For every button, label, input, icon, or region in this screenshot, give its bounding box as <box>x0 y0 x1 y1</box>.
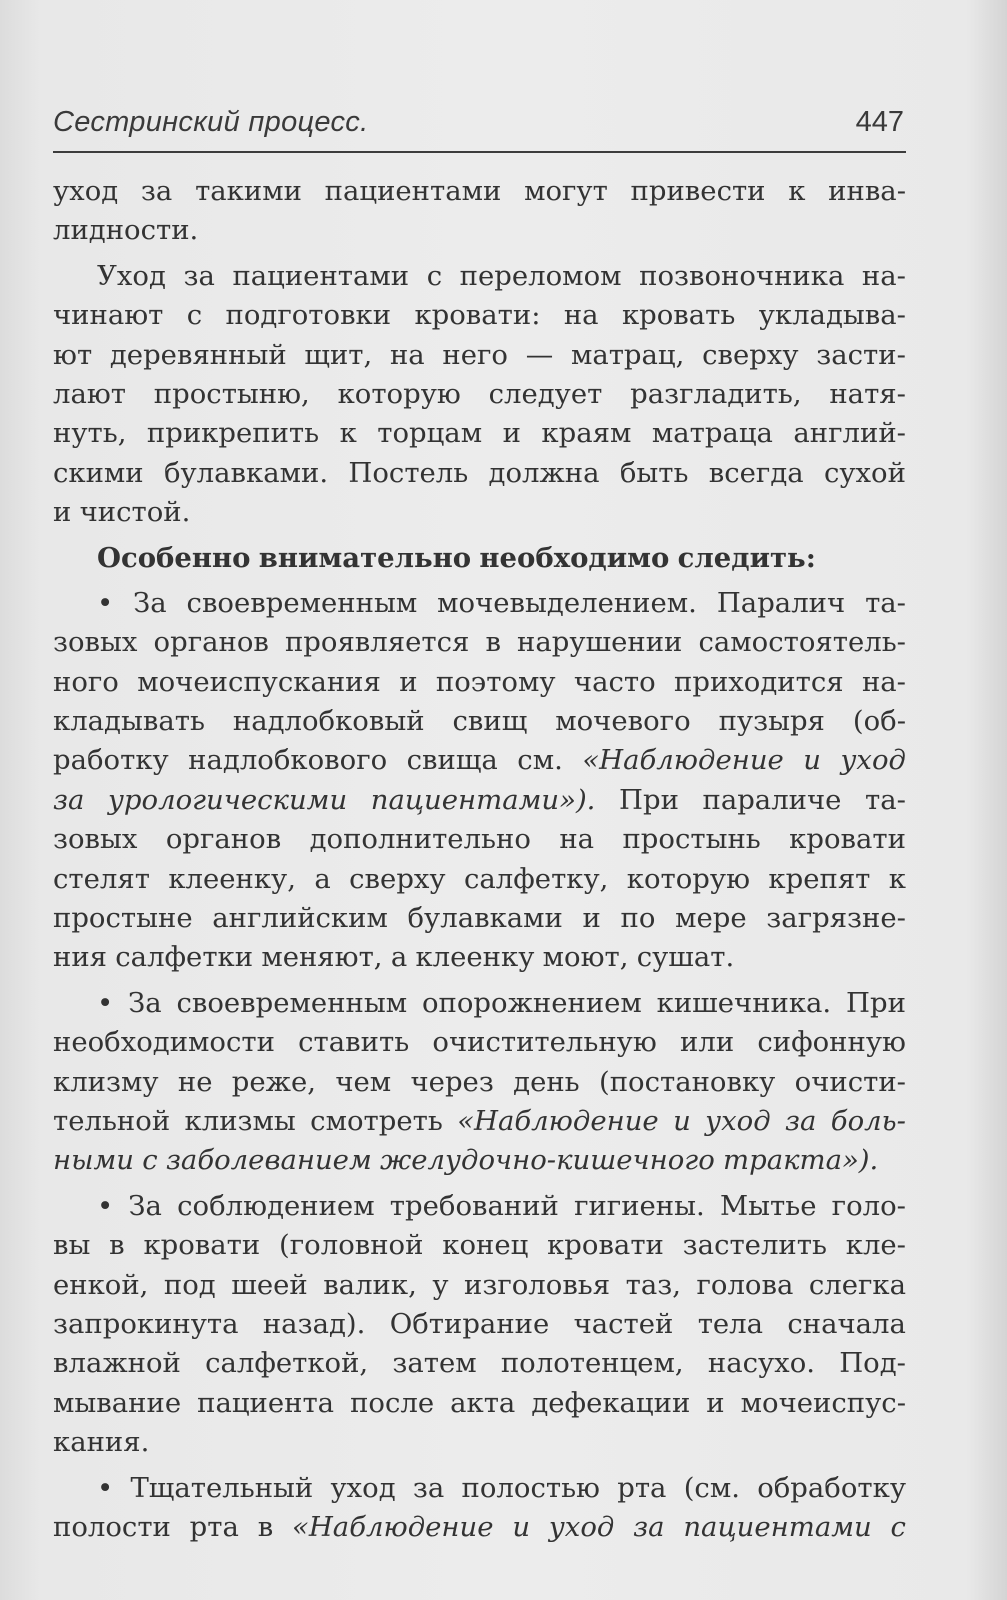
word: за <box>140 175 173 207</box>
word: Мытье <box>719 1189 817 1222</box>
word: таз, <box>625 1268 681 1301</box>
word: матраца <box>651 417 773 450</box>
text-line <box>53 584 906 623</box>
word: с <box>142 1144 158 1177</box>
word: простынь <box>622 823 761 856</box>
word: к <box>888 862 906 895</box>
word: пациентами»). <box>370 783 596 816</box>
word: с <box>186 299 203 332</box>
word: и <box>673 1104 691 1137</box>
word: салфеткой, <box>205 1347 369 1380</box>
word: поэтому <box>435 665 556 698</box>
word: простыне <box>53 902 193 935</box>
word: сверху <box>349 862 446 895</box>
text-line <box>53 938 906 977</box>
word: дополнительно <box>309 823 531 856</box>
word: лидности. <box>53 214 199 247</box>
paragraph <box>53 539 906 578</box>
text-line <box>53 1305 906 1344</box>
word: укладыва- <box>758 299 906 332</box>
word: затем <box>392 1347 477 1380</box>
word: следует <box>488 377 603 410</box>
word: нуть, <box>53 417 127 450</box>
word: на- <box>861 665 906 698</box>
word: очистительную <box>432 1026 657 1059</box>
word: в <box>485 626 501 659</box>
word: приходится <box>674 665 844 698</box>
word: пациента <box>197 1386 335 1419</box>
word: на <box>389 338 425 371</box>
word: ния <box>53 941 108 974</box>
running-head-title: Сестринский процесс. <box>53 106 369 138</box>
word: пациентами <box>232 259 410 292</box>
word: чинают <box>53 299 164 332</box>
word: него <box>442 338 508 371</box>
word: всегда <box>708 456 804 489</box>
word: необходимо <box>479 541 670 574</box>
word: которую <box>626 862 751 895</box>
word: голова <box>696 1268 794 1301</box>
word: влажной <box>53 1347 181 1380</box>
word: желудочно-кишечного <box>380 1144 715 1177</box>
word: свищ <box>452 705 528 738</box>
word: тела <box>697 1307 764 1340</box>
word: салфетку, <box>464 862 609 895</box>
paragraph <box>53 984 906 1181</box>
word: слегка <box>808 1268 906 1301</box>
word: торцам <box>377 417 483 450</box>
word: обработку <box>757 1471 906 1504</box>
word: булавками <box>407 902 563 935</box>
word: к <box>788 175 806 207</box>
text-line <box>53 1141 906 1180</box>
text-line <box>53 984 906 1023</box>
word: крепят <box>768 862 871 895</box>
word: клеенку, <box>168 862 296 895</box>
word: кровати <box>789 823 906 856</box>
word: у <box>432 1268 449 1301</box>
word: пациентами <box>324 175 502 207</box>
word: мочеиспус- <box>740 1386 906 1419</box>
word: через <box>410 1065 494 1098</box>
text-line <box>53 375 906 414</box>
word: «Наблюдение <box>582 744 784 777</box>
word: на- <box>861 259 906 292</box>
word: насухо. <box>707 1347 815 1380</box>
word: лают <box>53 377 127 410</box>
word: • <box>97 586 114 619</box>
word: булавками. <box>163 456 329 489</box>
text-line <box>53 211 906 250</box>
word: могут <box>524 175 608 207</box>
word: ставить <box>298 1026 410 1059</box>
word: • <box>97 986 114 1019</box>
header-rule <box>53 151 906 153</box>
word: уход <box>330 1471 396 1504</box>
word: не <box>177 1065 213 1098</box>
paragraph <box>53 257 906 533</box>
word: мочевыделением. <box>437 586 697 619</box>
word: При <box>846 986 906 1019</box>
text-line <box>53 741 906 780</box>
word: на <box>559 823 595 856</box>
word: органов <box>165 823 282 856</box>
word: клеенку <box>415 941 535 974</box>
word: уход <box>548 1510 615 1543</box>
word: инва- <box>828 175 906 207</box>
word: краям <box>541 417 632 450</box>
word: чистой. <box>79 496 191 529</box>
word: меняют, <box>261 941 383 974</box>
paragraph <box>53 584 906 978</box>
word: очисти- <box>794 1065 906 1098</box>
word: запрокинута <box>53 1307 239 1340</box>
word: вы <box>53 1229 91 1262</box>
word: за <box>183 259 215 292</box>
text-line <box>53 702 906 741</box>
word: параличе <box>702 783 842 816</box>
word: опорожнением <box>421 986 642 1019</box>
word: клизмы <box>184 1104 296 1137</box>
word: а <box>314 862 331 895</box>
word: самостоятель- <box>698 626 906 659</box>
word: (головной <box>279 1229 424 1262</box>
text-line <box>53 781 906 820</box>
text-line <box>53 1469 906 1508</box>
word: подготовки <box>225 299 392 332</box>
paragraph <box>53 172 906 251</box>
text-line <box>53 1508 906 1547</box>
word: переломом <box>459 259 622 292</box>
text-line <box>53 454 906 493</box>
word: За <box>128 1189 162 1222</box>
word: часто <box>573 665 656 698</box>
text-line <box>53 493 906 532</box>
word: и <box>706 1386 725 1419</box>
text-line <box>53 860 906 899</box>
word: сухой <box>823 456 906 489</box>
word: английским <box>212 902 388 935</box>
word: своевременным <box>176 986 408 1019</box>
word: кровати <box>143 1229 261 1262</box>
word: позвоночника <box>639 259 845 292</box>
word: уход <box>840 744 906 777</box>
word: смотреть <box>310 1104 443 1137</box>
text-line <box>53 1384 906 1423</box>
text-line <box>53 623 906 662</box>
word: за <box>785 1104 817 1137</box>
word: клизму <box>53 1065 159 1098</box>
word: та- <box>865 586 906 619</box>
word: натя- <box>829 377 906 410</box>
word: назад). <box>262 1307 366 1340</box>
word: енкой, <box>53 1268 149 1301</box>
word: боль- <box>830 1104 906 1137</box>
word: салфетки <box>115 941 254 974</box>
word: кишечника. <box>656 986 832 1019</box>
word: реже, <box>231 1065 316 1098</box>
word: — <box>525 338 554 371</box>
word: внимательно <box>258 541 472 574</box>
word: урологическими <box>107 783 348 816</box>
text-line <box>53 539 906 578</box>
word: к <box>339 417 357 450</box>
word: мере <box>675 902 747 935</box>
word: При <box>619 783 679 816</box>
word: своевременным <box>186 586 418 619</box>
word: кладывать <box>53 705 205 738</box>
word: дефекации <box>531 1386 691 1419</box>
word: мывание <box>53 1386 182 1419</box>
word: сушат. <box>636 941 735 974</box>
text-line <box>53 296 906 335</box>
word: привести <box>630 175 766 207</box>
word: разгладить, <box>630 377 802 410</box>
word: сначала <box>787 1307 906 1340</box>
word: в <box>257 1510 274 1543</box>
word: кровати: <box>414 299 541 332</box>
word: рта <box>617 1471 667 1504</box>
word: под <box>163 1268 216 1301</box>
word: следить: <box>677 541 816 574</box>
word: кровать <box>621 299 736 332</box>
page-number: 447 <box>855 106 904 138</box>
text-line <box>53 1063 906 1102</box>
word: надлобковый <box>232 705 425 738</box>
body-text <box>53 172 906 1547</box>
word: работку <box>53 744 169 777</box>
word: надлобкового <box>188 744 388 777</box>
word: акта <box>450 1386 516 1419</box>
text-line <box>53 414 906 453</box>
word: мочеиспускания <box>137 665 381 698</box>
word: тельной <box>53 1104 171 1137</box>
word: Обтирание <box>389 1307 550 1340</box>
word: голо- <box>831 1189 906 1222</box>
word: которую <box>337 377 461 410</box>
word: • <box>97 1189 114 1222</box>
word: «Наблюдение <box>457 1104 659 1137</box>
word: конец <box>442 1229 529 1262</box>
word: (см. <box>683 1471 740 1504</box>
word: и <box>502 417 521 450</box>
word: Уход <box>97 259 166 292</box>
word: шеей <box>231 1268 308 1301</box>
word: по <box>620 902 656 935</box>
text-line <box>53 336 906 375</box>
word: а <box>390 941 408 974</box>
word: моют, <box>542 941 629 974</box>
word: быть <box>619 456 689 489</box>
word: после <box>350 1386 435 1419</box>
word: за <box>412 1471 445 1504</box>
text-line <box>53 1423 906 1462</box>
word: полости <box>53 1510 171 1543</box>
word: зовых <box>53 823 138 856</box>
word: кания. <box>53 1426 150 1459</box>
text-line <box>53 1344 906 1383</box>
word: уход <box>705 1104 771 1137</box>
word: скими <box>53 456 144 489</box>
word: см. <box>517 744 563 777</box>
word: застелить <box>682 1229 827 1262</box>
word: стелят <box>53 862 150 895</box>
text-line <box>53 1226 906 1265</box>
text-line <box>53 663 906 702</box>
word: с <box>426 259 443 292</box>
text-line <box>53 1266 906 1305</box>
word: проявляется <box>284 626 470 659</box>
word: Паралич <box>716 586 846 619</box>
text-line <box>53 820 906 859</box>
word: Особенно <box>97 541 251 574</box>
word: и <box>53 496 72 529</box>
word: сверху <box>702 338 799 371</box>
word: кровати <box>547 1229 664 1262</box>
word: Под- <box>839 1347 906 1380</box>
word: прикрепить <box>146 417 320 450</box>
word: изголовья <box>464 1268 611 1301</box>
word: свища <box>406 744 498 777</box>
word: заболеванием <box>165 1144 372 1177</box>
word: и <box>399 665 418 698</box>
word: и <box>512 1510 531 1543</box>
word: день <box>513 1065 580 1098</box>
word: (постановку <box>598 1065 776 1098</box>
word: нарушении <box>517 626 683 659</box>
word: должна <box>488 456 600 489</box>
text-line <box>53 257 906 296</box>
word: та- <box>865 783 906 816</box>
word: полотенцем, <box>500 1347 684 1380</box>
word: мочевого <box>555 705 691 738</box>
word: кле- <box>845 1229 906 1262</box>
word: частей <box>573 1307 674 1340</box>
text-line <box>53 1187 906 1226</box>
word: полостью <box>461 1471 600 1504</box>
word: «Наблюдение <box>292 1510 494 1543</box>
word: в <box>109 1229 125 1262</box>
running-head <box>53 100 906 148</box>
word: необходимости <box>53 1026 275 1059</box>
text-line <box>53 1102 906 1141</box>
word: англий- <box>793 417 906 450</box>
word: ного <box>53 665 119 698</box>
word: и <box>582 902 601 935</box>
word: Тщательный <box>130 1471 314 1504</box>
word: За <box>128 986 162 1019</box>
word: уход <box>53 175 119 207</box>
word: или <box>680 1026 735 1059</box>
word: пузыря <box>718 705 825 738</box>
text-line <box>53 172 906 211</box>
word: зовых <box>53 626 138 659</box>
word: за <box>53 783 85 816</box>
word: рта <box>189 1510 239 1543</box>
word: щит, <box>304 338 373 371</box>
word: и <box>803 744 822 777</box>
word: Постель <box>348 456 469 489</box>
word: пациентами <box>683 1510 872 1543</box>
word: За <box>133 586 167 619</box>
word: на <box>563 299 599 332</box>
text-line <box>53 899 906 938</box>
paragraph <box>53 1469 906 1548</box>
word: органов <box>153 626 269 659</box>
word: требований <box>389 1189 559 1222</box>
word: гигиены. <box>574 1189 705 1222</box>
word: сифонную <box>757 1026 906 1059</box>
word: такими <box>195 175 302 207</box>
word: простыню, <box>153 377 310 410</box>
word: за <box>633 1510 665 1543</box>
text-line <box>53 1023 906 1062</box>
paragraph <box>53 1187 906 1463</box>
word: ют <box>53 338 93 371</box>
word: тракта»). <box>723 1144 879 1177</box>
word: матрац, <box>570 338 685 371</box>
word: чем <box>335 1065 392 1098</box>
word: с <box>890 1510 906 1543</box>
word: (об- <box>852 705 906 738</box>
word: • <box>97 1471 114 1504</box>
word: засти- <box>816 338 906 371</box>
word: валик, <box>323 1268 417 1301</box>
word: ными <box>53 1144 135 1177</box>
word: соблюдением <box>177 1189 375 1222</box>
word: деревянный <box>109 338 287 371</box>
word: загрязне- <box>766 902 906 935</box>
